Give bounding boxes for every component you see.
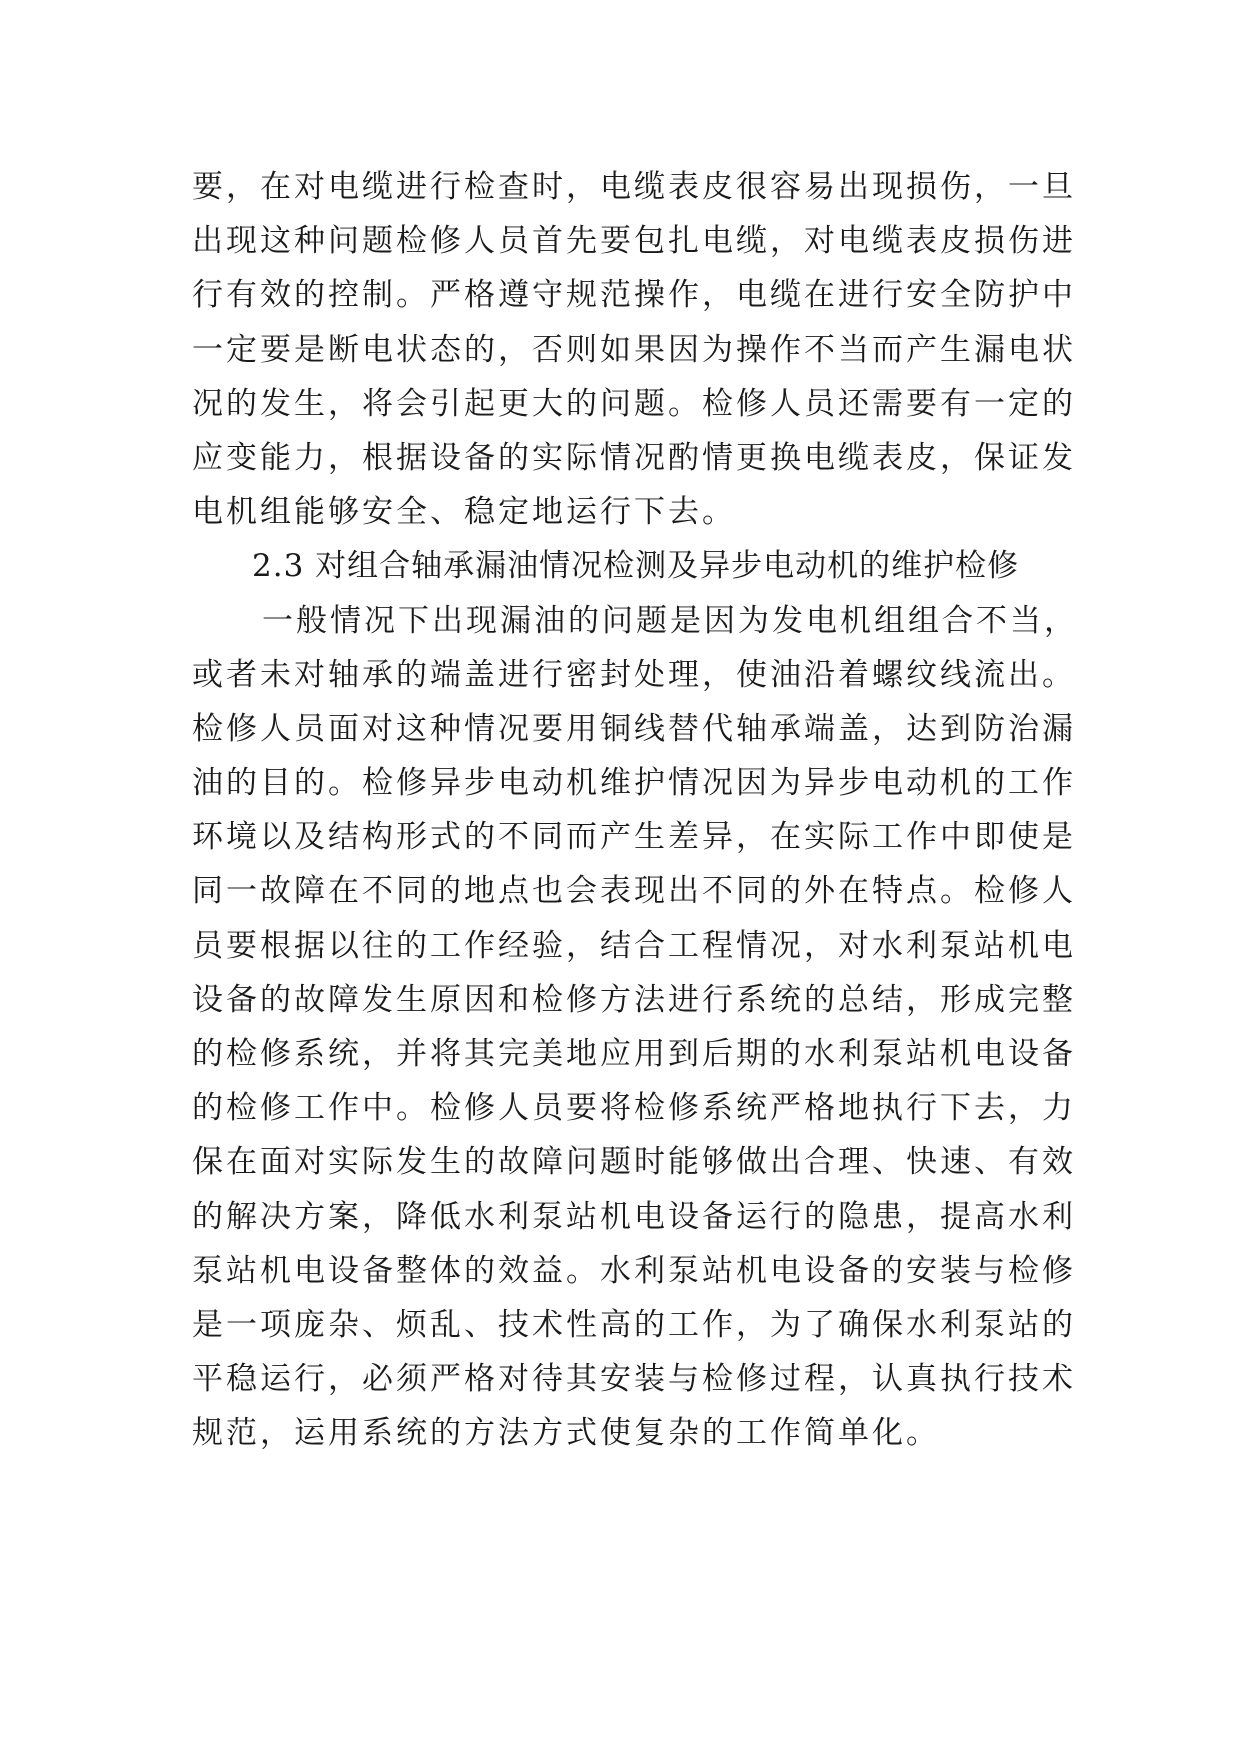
text-line: 检修人员面对这种情况要用铜线替代轴承端盖，达到防治漏: [192, 710, 1076, 747]
text-line: 油的目的。检修异步电动机维护情况因为异步电动机的工作: [192, 765, 1076, 802]
text-line: 员要根据以往的工作经验，结合工程情况，对水利泵站机电: [192, 927, 1076, 964]
text-line: 的解决方案，降低水利泵站机电设备运行的隐患，提高水利: [192, 1198, 1076, 1235]
text-line: 要，在对电缆进行检查时，电缆表皮很容易出现损伤，一旦: [192, 169, 1076, 205]
text-line: 规范，运用系统的方法方式使复杂的工作简单化。: [192, 1415, 940, 1452]
paragraph-first-line: 一般情况下出现漏油的问题是因为发电机组组合不当，: [262, 602, 1078, 639]
text-line: 出现这种问题检修人员首先要包扎电缆，对电缆表皮损伤进: [192, 223, 1076, 260]
text-line: 电机组能够安全、稳定地运行下去。: [192, 494, 736, 531]
text-line: 的检修系统，并将其完美地应用到后期的水利泵站机电设备: [192, 1036, 1076, 1072]
text-line: 的检修工作中。检修人员要将检修系统严格地执行下去，力: [192, 1090, 1076, 1127]
text-line: 同一故障在不同的地点也会表现出不同的外在特点。检修人: [192, 873, 1076, 910]
text-line: 环境以及结构形式的不同而产生差异，在实际工作中即使是: [192, 819, 1076, 856]
text-line: 保在面对实际发生的故障问题时能够做出合理、快速、有效: [192, 1144, 1076, 1181]
text-line: 况的发生，将会引起更大的问题。检修人员还需要有一定的: [192, 385, 1076, 422]
text-line: 行有效的控制。严格遵守规范操作，电缆在进行安全防护中: [192, 277, 1076, 314]
text-line: 一定要是断电状态的，否则如果因为操作不当而产生漏电状: [192, 331, 1076, 368]
body-text: [192, 160, 1078, 1461]
text-line: 是一项庞杂、烦乱、技术性高的工作，为了确保水利泵站的: [192, 1306, 1076, 1343]
text-line: 泵站机电设备整体的效益。水利泵站机电设备的安装与检修: [192, 1252, 1076, 1289]
section-heading: 2.3 对组合轴承漏油情况检测及异步电动机的维护检修: [252, 548, 1020, 585]
text-line: 或者未对轴承的端盖进行密封处理，使油沿着螺纹线流出。: [192, 656, 1076, 693]
text-line: 设备的故障发生原因和检修方法进行系统的总结，形成完整: [192, 981, 1076, 1018]
text-line: 应变能力，根据设备的实际情况酌情更换电缆表皮，保证发: [192, 439, 1076, 476]
text-line: 平稳运行，必须严格对待其安装与检修过程，认真执行技术: [192, 1361, 1076, 1398]
